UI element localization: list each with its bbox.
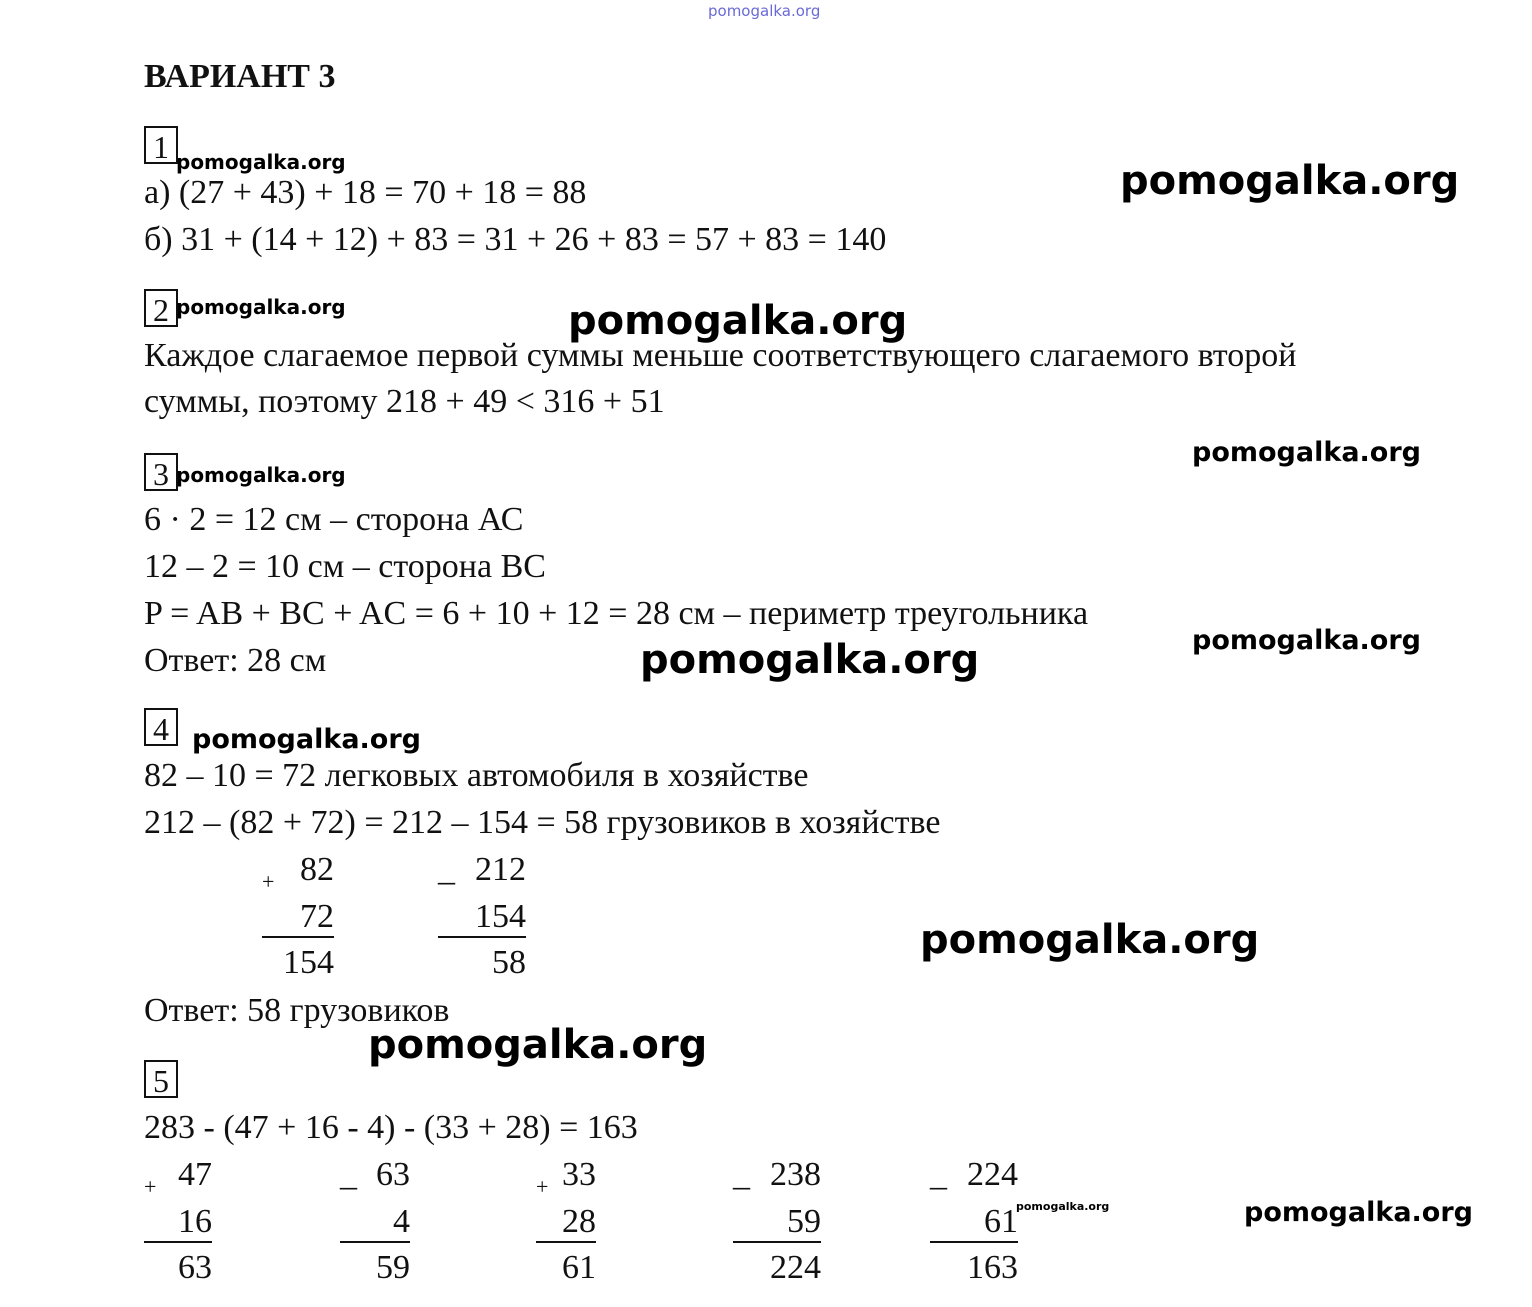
task-3-answer: Ответ: 28 см: [144, 642, 327, 679]
watermark: pomogalka.org: [1244, 1197, 1473, 1228]
task-4-number: 4: [144, 708, 178, 746]
plus-sign: +: [536, 1174, 549, 1199]
column-bottom: 4: [393, 1203, 410, 1240]
column-divider: [733, 1241, 821, 1243]
task-5-column-5: [930, 1155, 1018, 1287]
task-1-number: 1: [144, 126, 178, 164]
column-divider: [144, 1241, 212, 1243]
column-top: 82: [300, 851, 334, 888]
task-3-line-3: P = AB + BC + AC = 6 + 10 + 12 = 28 см – периметр треугольника: [144, 595, 1089, 632]
column-top: 47: [178, 1156, 212, 1193]
column-bottom: 61: [984, 1203, 1018, 1240]
column-divider: [340, 1241, 410, 1243]
column-top: 33: [562, 1156, 596, 1193]
column-result: 224: [770, 1249, 821, 1286]
column-divider: [262, 936, 334, 938]
plus-sign: +: [262, 869, 275, 894]
column-divider: [438, 936, 526, 938]
watermark: pomogalka.org: [368, 1022, 708, 1068]
column-bottom: 72: [300, 898, 334, 935]
task-4-answer: Ответ: 58 грузовиков: [144, 992, 450, 1029]
column-bottom: 28: [562, 1203, 596, 1240]
watermark: pomogalka.org: [920, 917, 1260, 963]
task-4-line-1: 82 – 10 = 72 легковых автомобиля в хозяйстве: [144, 757, 809, 794]
minus-sign: _: [340, 1156, 357, 1193]
column-top: 238: [770, 1156, 821, 1193]
watermark: pomogalka.org: [176, 295, 346, 319]
task-3-number: 3: [144, 453, 178, 491]
column-result: 59: [376, 1249, 410, 1286]
column-result: 163: [967, 1249, 1018, 1286]
task-5-number: 5: [144, 1060, 178, 1098]
header-watermark: pomogalka.org: [708, 2, 821, 20]
column-result: 154: [283, 944, 334, 981]
column-top: 212: [475, 851, 526, 888]
task-3-line-1: 6 · 2 = 12 см – сторона АС: [144, 501, 524, 538]
watermark: pomogalka.org: [1192, 437, 1421, 468]
minus-sign: _: [438, 851, 455, 888]
plus-sign: +: [144, 1174, 157, 1199]
task-1-line-b: б) 31 + (14 + 12) + 83 = 31 + 26 + 83 = 57 + 83 = 140: [144, 221, 887, 258]
watermark: pomogalka.org: [176, 463, 346, 487]
task-4-line-2: 212 – (82 + 72) = 212 – 154 = 58 грузовиков в хозяйстве: [144, 804, 941, 841]
task-5-column-1: [144, 1155, 212, 1287]
watermark: pomogalka.org: [640, 637, 980, 683]
task-5-line-1: 283 - (47 + 16 - 4) - (33 + 28) = 163: [144, 1109, 638, 1146]
task-3-line-2: 12 – 2 = 10 см – сторона ВС: [144, 548, 546, 585]
watermark: pomogalka.org: [568, 298, 908, 344]
watermark: pomogalka.org: [176, 150, 346, 174]
column-result: 58: [492, 944, 526, 981]
page-title: ВАРИАНТ 3: [144, 58, 336, 95]
task-2-number: 2: [144, 289, 178, 327]
minus-sign: _: [930, 1156, 947, 1193]
column-top: 224: [967, 1156, 1018, 1193]
task-2-line-1: Каждое слагаемое первой суммы меньше соответствующего слагаемого второй: [144, 337, 1297, 374]
column-bottom: 154: [475, 898, 526, 935]
task-4-column-addition: [262, 850, 334, 982]
task-1-line-a: а) (27 + 43) + 18 = 70 + 18 = 88: [144, 174, 587, 211]
column-result: 61: [562, 1249, 596, 1286]
column-divider: [930, 1241, 1018, 1243]
task-5-column-4: [733, 1155, 821, 1287]
watermark: pomogalka.org: [1120, 158, 1460, 204]
task-4-column-subtraction: [438, 850, 526, 982]
task-5-column-2: [340, 1155, 410, 1287]
column-top: 63: [376, 1156, 410, 1193]
column-bottom: 16: [178, 1203, 212, 1240]
column-divider: [536, 1241, 596, 1243]
task-2-line-2: суммы, поэтому 218 + 49 < 316 + 51: [144, 383, 665, 420]
column-bottom: 59: [787, 1203, 821, 1240]
watermark: pomogalka.org: [192, 724, 421, 755]
task-5-column-3: [536, 1155, 596, 1287]
column-result: 63: [178, 1249, 212, 1286]
minus-sign: _: [733, 1156, 750, 1193]
watermark: pomogalka.org: [1192, 625, 1421, 656]
watermark: pomogalka.org: [1016, 1200, 1110, 1213]
